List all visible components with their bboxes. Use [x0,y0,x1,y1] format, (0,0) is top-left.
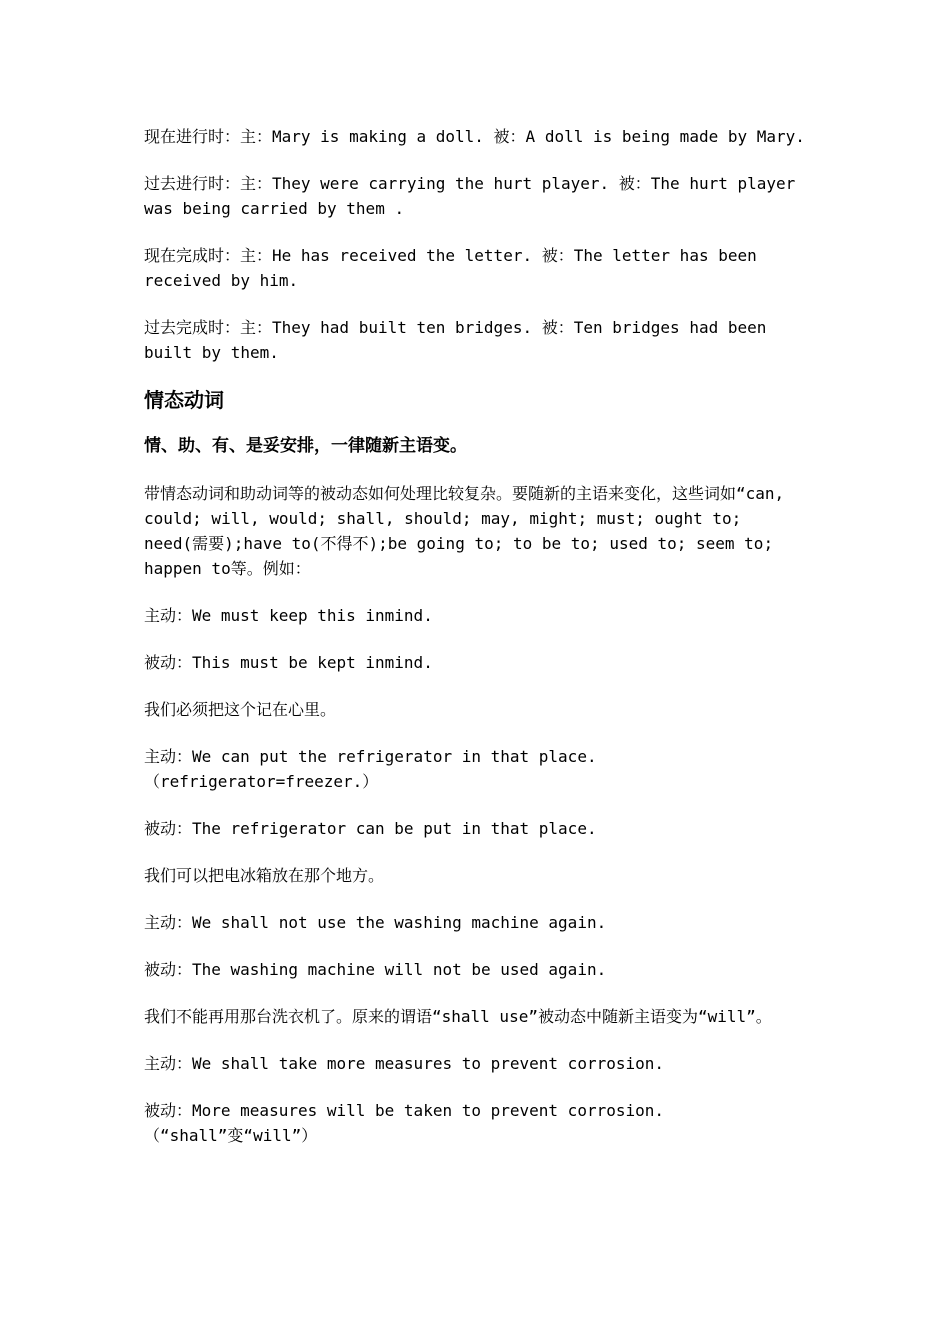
section-title: 情态动词 [144,388,224,412]
active-sentence-1: 主动：We must keep this inmind. [144,606,433,625]
passive-sentence-1: 被动：This must be kept inmind. [144,653,433,672]
translation-3: 我们不能再用那台洗衣机了。原来的谓语“shall use”被动态中随新主语变为“will”。 [144,1007,772,1026]
translation-1: 我们必须把这个记在心里。 [144,700,337,719]
active-sentence-4: 主动：We shall take more measures to prevent corrosion. [144,1054,665,1073]
section-rule: 情、助、有、是妥安排，一律随新主语变。 [144,436,467,456]
passive-sentence-3: 被动：The washing machine will not be used again. [144,960,607,979]
document-page [144,124,814,1170]
passive-sentence-4: 被动：More measures will be taken to prevent corrosion. （“shall”变“will”） [144,1101,665,1145]
example-past-perfect: 过去完成时：主：They had built ten bridges. 被：Ten bridges had been built by them. [144,318,767,362]
example-past-continuous: 过去进行时：主：They were carrying the hurt player. 被：The hurt player was being carried by them . [144,174,796,218]
section-intro: 带情态动词和助动词等的被动态如何处理比较复杂。要随新的主语来变化，这些词如“can, could; will, would; shall, should; may, might; must; ought to; need(需要);have to(不得不);be going to; to be to; used to; seem to; happen to等。例如： [144,484,785,578]
passive-sentence-2: 被动：The refrigerator can be put in that place. [144,819,597,838]
example-present-perfect: 现在完成时：主：He has received the letter. 被：The letter has been received by him. [144,246,757,290]
translation-2: 我们可以把电冰箱放在那个地方。 [144,866,385,885]
active-sentence-3: 主动：We shall not use the washing machine again. [144,913,607,932]
active-sentence-2: 主动：We can put the refrigerator in that place.（refrigerator=freezer.） [144,747,597,791]
example-present-continuous: 现在进行时：主：Mary is making a doll. 被：A doll is being made by Mary. [144,127,805,146]
